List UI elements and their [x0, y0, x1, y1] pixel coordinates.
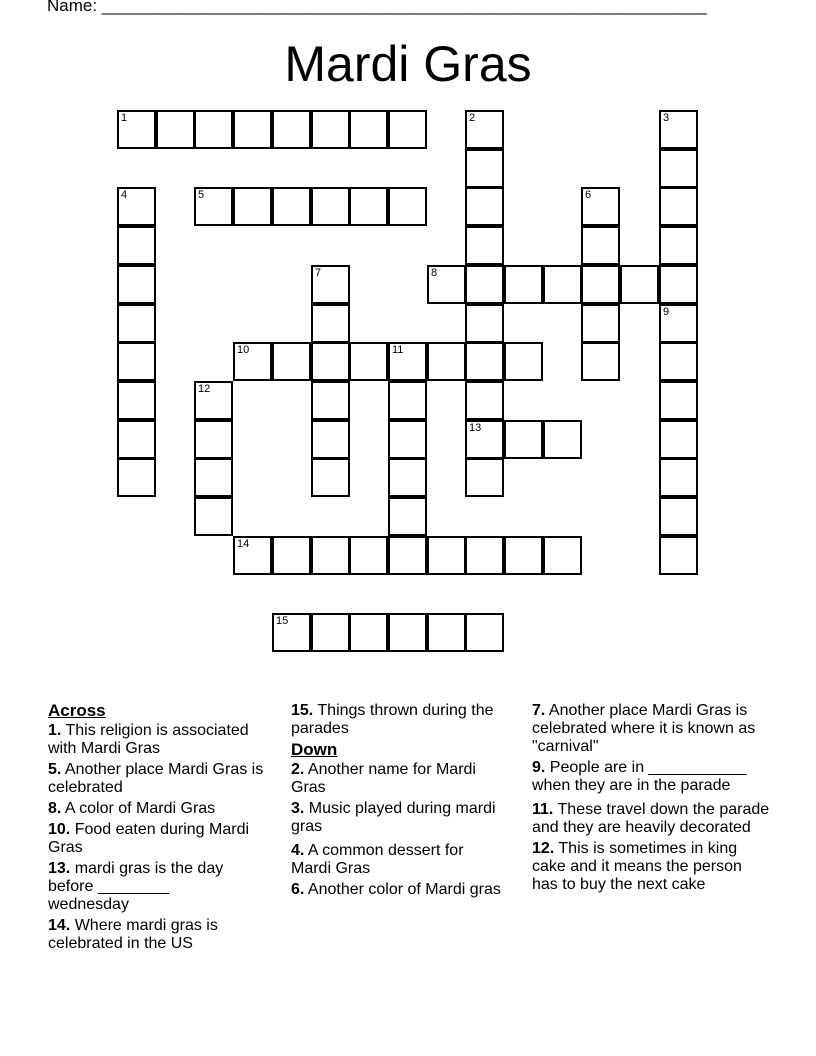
cell-number: 1 [121, 112, 128, 124]
grid-cell[interactable] [194, 187, 233, 226]
clue-column-2 [291, 702, 506, 902]
grid-cell[interactable] [427, 613, 466, 652]
grid-cell[interactable] [117, 110, 156, 149]
cell-number: 13 [469, 422, 482, 434]
grid-cell[interactable] [504, 265, 543, 304]
grid-cell[interactable] [388, 536, 427, 575]
grid-cell[interactable] [504, 536, 543, 575]
grid-cell[interactable] [311, 110, 350, 149]
grid-cell[interactable] [581, 187, 620, 226]
grid-cell[interactable] [117, 342, 156, 381]
grid-cell[interactable] [427, 342, 466, 381]
grid-cell[interactable] [388, 110, 427, 149]
grid-cell[interactable] [659, 110, 698, 149]
grid-cell[interactable] [311, 613, 350, 652]
clue-down-4: 4. A common dessert for Mardi Gras [291, 842, 464, 877]
down-heading: Down [291, 740, 338, 759]
grid-cell[interactable] [427, 536, 466, 575]
grid-cell[interactable] [465, 304, 504, 343]
grid-cell[interactable] [117, 381, 156, 420]
grid-cell[interactable] [543, 420, 582, 459]
cell-number: 4 [121, 189, 128, 201]
clue-down-6: 6. Another color of Mardi gras [291, 881, 501, 898]
cell-number: 7 [315, 267, 322, 279]
grid-cell[interactable] [659, 226, 698, 265]
grid-cell[interactable] [388, 420, 427, 459]
clue-across-5: 5. Another place Mardi Gras is celebrated [48, 761, 264, 796]
clue-across-8: 8. A color of Mardi Gras [48, 800, 216, 817]
grid-cell[interactable] [388, 458, 427, 497]
grid-cell[interactable] [659, 458, 698, 497]
grid-cell[interactable] [156, 110, 195, 149]
page-title: Mardi Gras [284, 36, 532, 92]
grid-cell[interactable] [504, 342, 543, 381]
grid-cell[interactable] [659, 381, 698, 420]
grid-cell[interactable] [311, 381, 350, 420]
grid-cell[interactable] [465, 226, 504, 265]
grid-cell[interactable] [388, 613, 427, 652]
clue-down-2: 2. Another name for Mardi Gras [291, 761, 476, 796]
grid-cell[interactable] [233, 342, 272, 381]
grid-cell[interactable] [311, 265, 350, 304]
grid-cell[interactable] [543, 536, 582, 575]
grid-cell[interactable] [465, 110, 504, 149]
cell-number: 15 [276, 615, 289, 627]
clue-across-13: 13. mardi gras is the day before ________ wednesday [48, 860, 224, 913]
cell-number: 11 [392, 344, 404, 356]
grid-cell[interactable] [581, 265, 620, 304]
grid-cell[interactable] [388, 342, 427, 381]
grid-cell[interactable] [311, 342, 350, 381]
grid-cell[interactable] [194, 458, 233, 497]
grid-cell[interactable] [117, 420, 156, 459]
grid-cell[interactable] [465, 536, 504, 575]
grid-cell[interactable] [349, 536, 388, 575]
grid-cell[interactable] [117, 226, 156, 265]
grid-cell[interactable] [659, 304, 698, 343]
grid-cell[interactable] [311, 304, 350, 343]
clue-across-15: 15. Things thrown during the parades [291, 702, 494, 737]
grid-cell[interactable] [659, 497, 698, 536]
clue-column-1 [48, 702, 280, 956]
grid-cell[interactable] [194, 381, 233, 420]
grid-cell[interactable] [465, 420, 504, 459]
grid-cell[interactable] [117, 304, 156, 343]
grid-cell[interactable] [581, 226, 620, 265]
cell-number: 8 [431, 267, 438, 279]
grid-cell[interactable] [349, 342, 388, 381]
cell-number: 12 [198, 383, 211, 395]
grid-cell[interactable] [659, 265, 698, 304]
grid-cell[interactable] [659, 342, 698, 381]
cell-number: 6 [585, 189, 592, 201]
grid-cell[interactable] [311, 187, 350, 226]
grid-cell[interactable] [272, 187, 311, 226]
grid-cell[interactable] [311, 458, 350, 497]
clue-down-11: 11. These travel down the parade and they are heavily decorated [532, 801, 770, 836]
grid-cell[interactable] [659, 420, 698, 459]
grid-cell[interactable] [117, 458, 156, 497]
grid-cell[interactable] [117, 265, 156, 304]
grid-cell[interactable] [465, 149, 504, 188]
grid-cell[interactable] [465, 187, 504, 226]
name-line[interactable]: Name: ________________________________________________________________ [47, 0, 707, 15]
grid-cell[interactable] [272, 613, 311, 652]
clue-down-12: 12. This is sometimes in king cake and it means the person has to buy the next cake [532, 840, 742, 893]
grid-cell[interactable] [465, 381, 504, 420]
cell-number: 9 [663, 306, 670, 318]
grid-cell[interactable] [194, 497, 233, 536]
grid-cell[interactable] [427, 265, 466, 304]
grid-cell[interactable] [349, 110, 388, 149]
grid-cell[interactable] [272, 536, 311, 575]
grid-cell[interactable] [311, 420, 350, 459]
grid-cell[interactable] [349, 187, 388, 226]
grid-cell[interactable] [388, 497, 427, 536]
grid-cell[interactable] [349, 613, 388, 652]
grid-cell[interactable] [581, 342, 620, 381]
cell-number: 14 [237, 538, 250, 550]
cell-number: 10 [237, 344, 250, 356]
grid-cell[interactable] [388, 187, 427, 226]
clue-down-9: 9. People are in ___________ when they are in the parade [532, 759, 747, 794]
grid-cell[interactable] [659, 149, 698, 188]
grid-cell[interactable] [465, 265, 504, 304]
grid-cell[interactable] [465, 613, 504, 652]
grid-cell[interactable] [504, 420, 543, 459]
grid-cell[interactable] [465, 458, 504, 497]
cell-number: 2 [469, 112, 476, 124]
grid-cell[interactable] [233, 187, 272, 226]
grid-cell[interactable] [194, 110, 233, 149]
grid-cell[interactable] [233, 110, 272, 149]
grid-cell[interactable] [620, 265, 659, 304]
across-heading: Across [48, 701, 106, 720]
clue-across-10: 10. Food eaten during Mardi Gras [48, 821, 250, 856]
grid-cell[interactable] [194, 420, 233, 459]
clue-down-3: 3. Music played during mardi gras [291, 800, 496, 835]
clue-across-1: 1. This religion is associated with Mardi Gras [48, 722, 249, 757]
grid-cell[interactable] [581, 304, 620, 343]
clue-across-14: 14. Where mardi gras is celebrated in the US [48, 917, 218, 952]
grid-cell[interactable] [659, 536, 698, 575]
grid-cell[interactable] [388, 381, 427, 420]
grid-cell[interactable] [311, 536, 350, 575]
grid-cell[interactable] [543, 265, 582, 304]
grid-cell[interactable] [233, 536, 272, 575]
cell-number: 5 [198, 189, 205, 201]
grid-cell[interactable] [272, 342, 311, 381]
clue-column-3 [532, 702, 770, 897]
grid-cell[interactable] [272, 110, 311, 149]
grid-cell[interactable] [659, 187, 698, 226]
grid-cell[interactable] [465, 342, 504, 381]
grid-cell[interactable] [117, 187, 156, 226]
clue-down-7: 7. Another place Mardi Gras is celebrated where it is known as "carnival" [532, 702, 756, 755]
cell-number: 3 [663, 112, 670, 124]
